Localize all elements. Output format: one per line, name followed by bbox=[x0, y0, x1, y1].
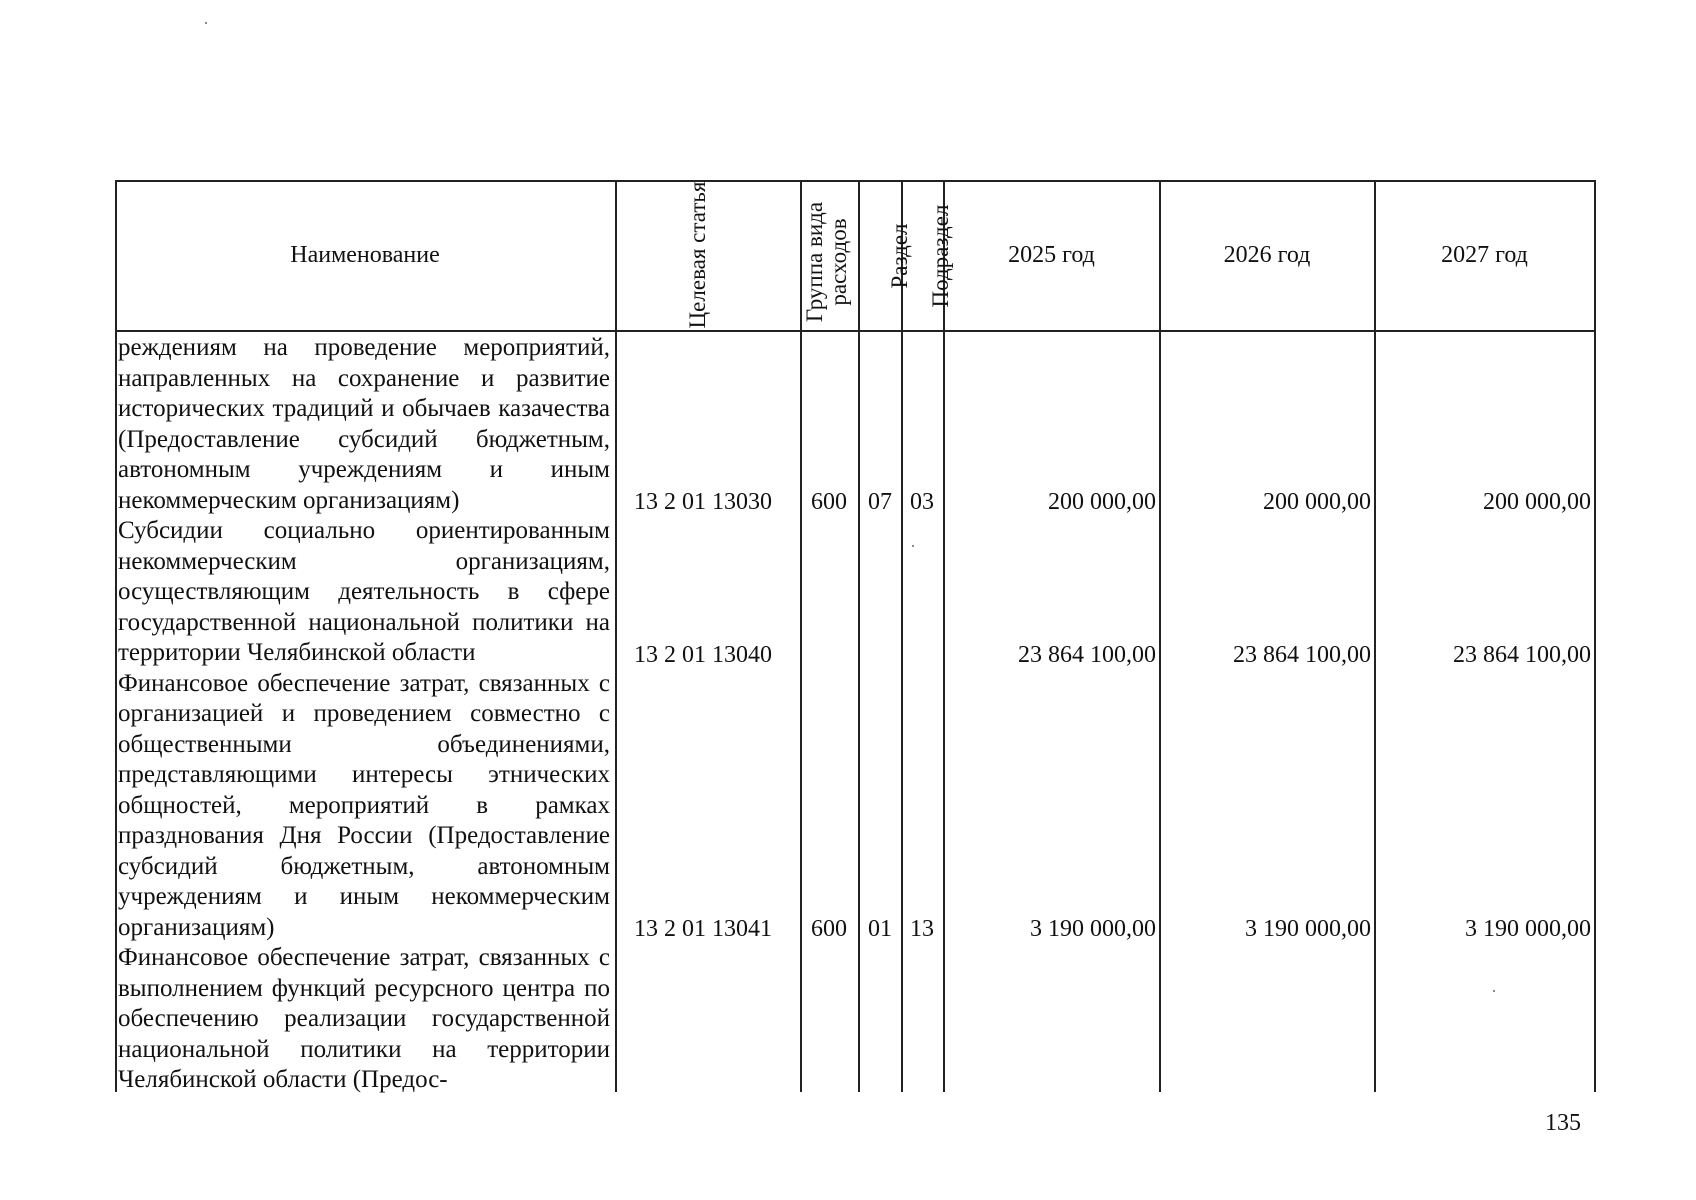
header-2025: 2025 год bbox=[1008, 241, 1095, 268]
row1-subsection: 03 bbox=[910, 489, 934, 515]
col-border-name bbox=[615, 180, 617, 1092]
header-2026: 2026 год bbox=[1223, 241, 1311, 268]
row2-2026: 23 864 100,00 bbox=[1233, 642, 1371, 668]
row1-2025: 200 000,00 bbox=[1048, 489, 1156, 515]
row3-2027: 3 190 000,00 bbox=[1465, 916, 1591, 942]
row1-section: 07 bbox=[868, 489, 892, 515]
scan-speck bbox=[205, 22, 207, 24]
scan-speck bbox=[912, 545, 914, 547]
header-name: Наименование bbox=[290, 241, 440, 268]
scan-speck bbox=[1493, 990, 1495, 992]
name-paragraph: Финансовое обеспечение затрат, связанных с выполнением функций ресурсного центра по обеспечению реализации государственной национальной политики на территории Челябинской области (Предос- bbox=[118, 944, 610, 1093]
header-bottom-border bbox=[115, 330, 1595, 332]
col-border-section bbox=[901, 180, 903, 1092]
row2-2027: 23 864 100,00 bbox=[1453, 642, 1591, 668]
name-paragraph: Финансовое обеспечение затрат, связанных с организацией и проведением совместно с общественными объединениями, представляющими интересы этнических общностей, мероприятий в рамках празднования Дня России (Предоставление субсидий бюджетным, автономным учреждениям и иным некоммерческим организациям) bbox=[118, 669, 610, 941]
header-target: Целевая статья bbox=[685, 181, 710, 329]
row2-target: 13 2 01 13040 bbox=[634, 642, 772, 668]
name-column-text bbox=[118, 333, 610, 1096]
header-section: Раздел bbox=[887, 223, 912, 289]
page-number: 135 bbox=[1545, 1110, 1581, 1136]
row1-2026: 200 000,00 bbox=[1263, 489, 1371, 515]
row1-group: 600 bbox=[811, 489, 847, 515]
row1-target: 13 2 01 13030 bbox=[634, 489, 772, 515]
row3-section: 01 bbox=[868, 916, 892, 942]
row3-2026: 3 190 000,00 bbox=[1245, 916, 1371, 942]
col-border-right bbox=[1594, 180, 1596, 1092]
name-paragraph: реждениям на проведение мероприятий, направленных на сохранение и развитие исторических традиций и обычаев казачества (Предоставление субсидий бюджетным, автономным учреждениям и иным некоммерческим организациям) bbox=[118, 334, 610, 514]
row3-group: 600 bbox=[811, 916, 847, 942]
row3-target: 13 2 01 13041 bbox=[634, 916, 772, 942]
row2-2025: 23 864 100,00 bbox=[1018, 642, 1156, 668]
header-2027: 2027 год bbox=[1441, 241, 1528, 268]
row1-2027: 200 000,00 bbox=[1483, 489, 1591, 515]
header-subsection: Подраздел bbox=[928, 204, 953, 308]
row3-2025: 3 190 000,00 bbox=[1030, 916, 1156, 942]
name-paragraph: Субсидии социально ориентированным некоммерческим организациям, осуществляющим деятельность в сфере государственной национальной политики на территории Челябинской области bbox=[118, 517, 610, 666]
row3-subsection: 13 bbox=[910, 916, 934, 942]
header-group: Группа вида расходов bbox=[802, 201, 852, 323]
col-border-group bbox=[858, 180, 860, 1092]
